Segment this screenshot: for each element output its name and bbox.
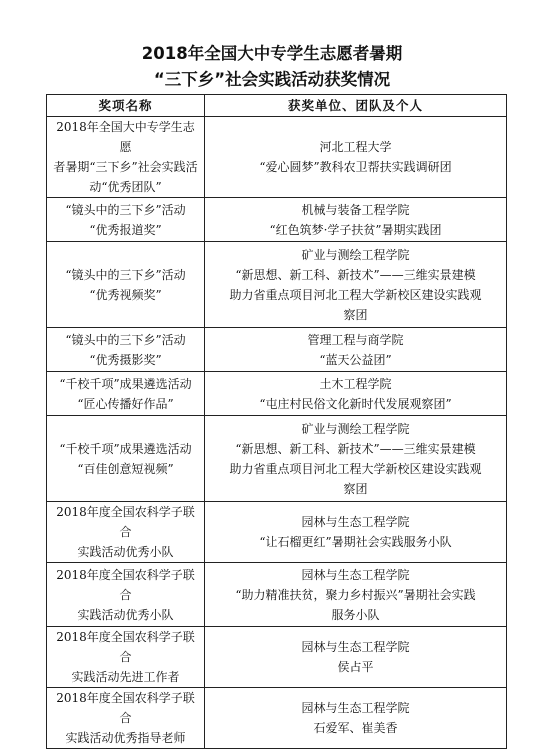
award-name-line: “匠心传播好作品” — [77, 396, 174, 411]
award-name-line: “优秀摄影奖” — [89, 352, 162, 367]
award-name-line: 实践活动先进工作者 — [71, 670, 180, 684]
table-row — [47, 563, 507, 627]
award-name-cell — [47, 688, 205, 749]
winner-line: 机械与装备工程学院 — [301, 202, 410, 217]
winner-cell — [205, 563, 507, 627]
document-title-line1: 2018年全国大中专学生志愿者暑期 — [141, 44, 403, 63]
winner-cell — [205, 117, 507, 198]
award-name-line: “镜头中的三下乡”活动 — [65, 267, 186, 282]
winner-line: 园林与生态工程学院 — [301, 515, 410, 529]
award-name-cell — [47, 117, 205, 198]
table-header-row — [47, 95, 507, 117]
award-name-line: “百佳创意短视频” — [77, 461, 174, 476]
winner-cell — [205, 328, 507, 372]
winner-line: 矿业与测绘工程学院 — [301, 421, 410, 436]
table-row — [47, 627, 507, 688]
winner-cell — [205, 502, 507, 563]
award-name-cell — [47, 242, 205, 328]
award-name-cell — [47, 502, 205, 563]
winner-line: 河北工程大学 — [319, 140, 392, 154]
winner-line: “让石榴更红”暑期社会实践服务小队 — [259, 535, 452, 549]
award-name-cell — [47, 416, 205, 502]
winner-cell — [205, 416, 507, 502]
winner-line: 服务小队 — [331, 607, 380, 622]
table-row — [47, 502, 507, 563]
award-name-line: 2018年度全国农科学子联合 — [56, 505, 195, 539]
award-name-line: 实践活动优秀小队 — [77, 607, 174, 622]
winner-line: 土木工程学院 — [319, 376, 392, 391]
table-row — [47, 688, 507, 749]
winner-cell — [205, 198, 507, 242]
award-name-line: “优秀视频奖” — [89, 287, 162, 302]
winner-line: “屯庄村民俗文化新时代发展观察团” — [259, 396, 452, 411]
award-name-line: “镜头中的三下乡”活动 — [65, 202, 186, 217]
table-row — [47, 198, 507, 242]
table-row — [47, 328, 507, 372]
winner-cell — [205, 372, 507, 416]
winner-line: “新思想、新工科、新技术”——三维实景建模 — [235, 441, 476, 456]
header-winner: 获奖单位、团队及个人 — [205, 95, 507, 117]
winner-line: 矿业与测绘工程学院 — [301, 247, 410, 262]
header-award-name: 奖项名称 — [47, 95, 205, 117]
winner-cell — [205, 688, 507, 749]
table-row — [47, 242, 507, 328]
award-name-line: 动“优秀团队” — [89, 180, 162, 194]
award-name-line: “镜头中的三下乡”活动 — [65, 332, 186, 347]
award-name-line: “千校千项”成果遴选活动 — [59, 376, 192, 391]
award-name-cell — [47, 328, 205, 372]
award-name-line: 实践活动优秀指导老师 — [65, 731, 186, 745]
winner-line: “新思想、新工科、新技术”——三维实景建模 — [235, 267, 476, 282]
winner-line: 石爱军、崔美香 — [313, 721, 398, 735]
winner-line: “红色筑梦·学子扶贫”暑期实践团 — [269, 222, 442, 237]
table-row — [47, 372, 507, 416]
winner-line: “爱心圆梦”教科农卫帮扶实践调研团 — [259, 160, 452, 174]
awards-table — [46, 94, 507, 749]
document-title-line2: “三下乡”社会实践活动获奖情况 — [153, 70, 391, 89]
table-row — [47, 416, 507, 502]
winner-line: 助力省重点项目河北工程大学新校区建设实践观 — [229, 287, 482, 302]
winner-line: 察团 — [343, 307, 368, 322]
winner-line: 助力省重点项目河北工程大学新校区建设实践观 — [229, 461, 482, 476]
award-name-line: 2018年度全国农科学子联合 — [56, 567, 195, 602]
award-name-line: “优秀报道奖” — [89, 222, 162, 237]
winner-line: “蓝天公益团” — [319, 352, 392, 367]
award-name-line: 实践活动优秀小队 — [77, 545, 174, 559]
table-row — [47, 117, 507, 198]
winner-line: 侯占平 — [337, 660, 374, 674]
award-name-cell — [47, 563, 205, 627]
award-name-line: 2018年度全国农科学子联合 — [56, 630, 195, 664]
winner-line: “助力精准扶贫，聚力乡村振兴”暑期社会实践 — [235, 587, 476, 602]
award-name-line: 2018年度全国农科学子联合 — [56, 691, 195, 725]
winner-line: 园林与生态工程学院 — [301, 567, 410, 582]
award-name-cell — [47, 198, 205, 242]
winner-line: 园林与生态工程学院 — [301, 640, 410, 654]
winner-line: 察团 — [343, 481, 368, 496]
award-name-cell — [47, 627, 205, 688]
winner-line: 管理工程与商学院 — [307, 332, 404, 347]
award-name-line: 2018年全国大中专学生志愿 — [56, 120, 195, 154]
award-name-line: “千校千项”成果遴选活动 — [59, 441, 192, 456]
winner-cell — [205, 627, 507, 688]
winner-cell — [205, 242, 507, 328]
award-name-cell — [47, 372, 205, 416]
award-name-line: 者暑期“三下乡”社会实践活 — [53, 160, 198, 174]
winner-line: 园林与生态工程学院 — [301, 701, 410, 715]
